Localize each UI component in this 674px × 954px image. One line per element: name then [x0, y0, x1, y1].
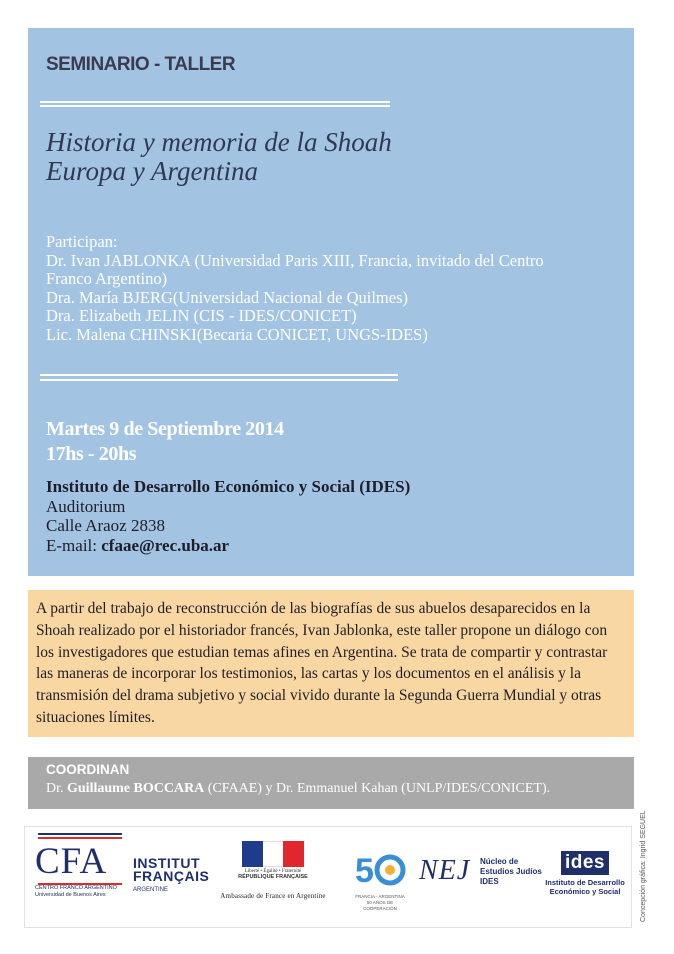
coordination-heading: COORDINAN — [46, 762, 130, 777]
cfa-stripe-blue — [38, 833, 122, 835]
institution-name: Instituto de Desarrollo Económico y Social (IDES) — [46, 477, 411, 496]
ides-logo — [545, 851, 625, 896]
design-credit-text: Concepción gráfica: Ingrid SEGUEL — [640, 810, 647, 922]
abstract-line: transmisión del drama subjetivo y social vivido durante la Segunda Guerra Mundial y otras — [36, 687, 602, 705]
cfa-line2: Universidad de Buenos Aires — [35, 892, 106, 898]
venue-block — [46, 477, 410, 555]
participants-label: Participan: — [46, 232, 118, 251]
embassy-logo — [213, 841, 333, 900]
event-datetime — [46, 417, 284, 467]
design-credit — [640, 810, 654, 922]
abstract-line: los investigadores que estudian temas afines en Argentina. Se trata de compartir y contrastar — [36, 643, 608, 661]
institut-francais-logo — [133, 855, 210, 893]
institut-line1: INSTITUT — [133, 855, 200, 871]
nej-line1: Núcleo de — [480, 857, 519, 866]
cfa-logo — [35, 833, 125, 919]
title-line-1: Historia y memoria de la Shoah — [46, 127, 392, 157]
divider-top-2 — [40, 105, 390, 107]
nej-line3: IDES — [480, 877, 499, 886]
abstract-line: A partir del trabajo de reconstrucción de las biografías de sus abuelos desaparecidos en la — [36, 600, 591, 617]
fifty-digit-5: 5 — [355, 852, 374, 889]
participant-line: Franco Argentino) — [46, 269, 168, 289]
french-flag-icon — [242, 841, 304, 867]
embassy-republic: RÉPUBLIQUE FRANÇAISE — [238, 874, 308, 880]
participant-line: Dr. Ivan JABLONKA (Universidad Paris XIII, Francia, invitado del Centro — [46, 250, 544, 270]
divider-top — [40, 101, 390, 103]
nej-line2: Estudios Judíos — [480, 867, 542, 876]
coord-name: Guillaume BOCCARA — [67, 781, 205, 796]
coord-prefix: Dr. — [46, 781, 67, 796]
coordination-text — [46, 781, 550, 797]
participant-line: Dra. Elizabeth JELIN (CIS - IDES/CONICET) — [46, 306, 357, 326]
divider-middle — [40, 374, 398, 376]
event-type: SEMINARIO - TALLER — [46, 54, 236, 75]
coord-rest: (CFAAE) y Dr. Emmanuel Kahan (UNLP/IDES/CONICET). — [204, 781, 551, 796]
participants-list — [46, 233, 544, 345]
cfa-line1: CENTRO FRANCO ARGENTINO — [35, 885, 117, 891]
seminar-title — [46, 128, 392, 186]
event-date: Martes 9 de Septiembre 2014 — [46, 418, 284, 440]
fifty-mark-icon — [351, 849, 409, 889]
fifty-line2: 50 AÑOS DE COOPERACIÓN — [363, 900, 397, 911]
sponsor-logos — [24, 826, 632, 928]
institut-sub: ARGENTINE — [133, 887, 169, 893]
institut-line2: FRANÇAIS — [133, 868, 210, 884]
contact-line — [46, 536, 410, 556]
participant-line: Lic. Malena CHINSKI(Becaria CONICET, UNGS-IDES) — [46, 324, 428, 344]
fifty-years-logo — [351, 849, 409, 912]
ides-line1: Instituto de Desarrollo — [545, 878, 625, 887]
email-link[interactable]: cfaae@rec.uba.ar — [101, 535, 230, 555]
cfa-mark: CFA — [35, 841, 108, 882]
abstract-line: las maneras de incorporar los testimonios, las cartas y los documentos en el análisis y la — [36, 665, 581, 683]
title-line-2: Europa y Argentina — [46, 156, 258, 186]
abstract-text — [36, 598, 630, 729]
event-time: 17hs - 20hs — [46, 443, 137, 465]
email-label: E-mail: — [46, 535, 102, 555]
divider-middle-2 — [40, 379, 398, 381]
fifty-sun-icon — [385, 865, 395, 875]
abstract-line: Shoah realizado por el historiador francés, Ivan Jablonka, este taller propone un diálogo con — [36, 621, 608, 639]
abstract-line: situaciones límites. — [36, 708, 155, 726]
embassy-motto: Liberté • Égalité • Fraternité — [244, 869, 302, 874]
participant-line: Dra. María BJERG(Universidad Nacional de Quilmes) — [46, 287, 408, 307]
cfa-stripe-red — [38, 837, 122, 839]
ides-line2: Económico y Social — [549, 887, 621, 896]
embassy-name: Ambassade de France en Argentine — [220, 892, 326, 900]
venue-address: Calle Araoz 2838 — [46, 516, 165, 535]
ides-mark: ides — [561, 851, 609, 875]
nej-mark: NEJ — [419, 855, 471, 886]
fifty-line1: FRANCIA - ARGENTINA — [355, 894, 405, 899]
venue-room: Auditorium — [46, 496, 126, 516]
nej-text — [480, 857, 542, 887]
